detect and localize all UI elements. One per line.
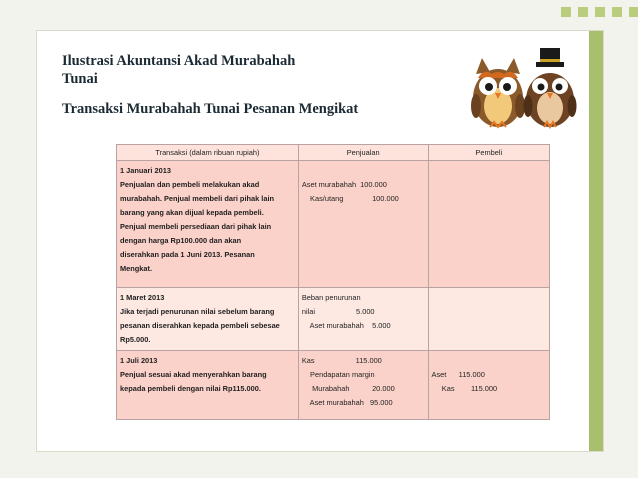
journal-line: Murabahah 20.000 — [301, 384, 395, 393]
journal-line: Kas/utang 100.000 — [301, 194, 399, 203]
header-penjualan: Penjualan — [298, 145, 428, 161]
journal-line: Pendapatan margin — [301, 370, 375, 379]
transaksi-cell — [117, 161, 299, 288]
row-date: 1 Maret 2013 — [120, 293, 165, 302]
journal-line: Aset 115.000 — [431, 370, 485, 379]
header-pembeli: Pembeli — [428, 145, 549, 161]
decor-square — [578, 7, 588, 17]
row-date: 1 Januari 2013 — [120, 166, 171, 175]
transaksi-cell — [117, 351, 299, 420]
table-row — [117, 161, 550, 288]
journal-line: Kas 115.000 — [301, 356, 382, 365]
row-desc-line: kepada pembeli dengan nilai Rp115.000. — [120, 384, 261, 393]
decor-square — [595, 7, 605, 17]
penjualan-cell — [298, 288, 428, 351]
table-row — [117, 351, 550, 420]
header-transaksi: Transaksi (dalam ribuan rupiah) — [117, 145, 299, 161]
journal-line: Aset murabahah 100.000 — [301, 180, 387, 189]
decor-square — [561, 7, 571, 17]
slide-subtitle: Transaksi Murabahah Tunai Pesanan Mengikat — [62, 101, 359, 117]
murabahah-table — [116, 144, 550, 420]
row-desc-line: diserahkan pada 1 Juni 2013. Pesanan — [120, 250, 255, 259]
row-desc-line: Rp5.000. — [120, 335, 151, 344]
pembeli-cell — [428, 288, 549, 351]
right-owl-icon — [524, 48, 577, 127]
journal-line: Aset murabahah 95.000 — [301, 398, 393, 407]
owls-illustration — [470, 48, 578, 130]
pembeli-cell — [428, 161, 549, 288]
left-owl-icon — [471, 58, 525, 127]
table-header-row — [117, 145, 550, 161]
row-desc-line: Mengkat. — [120, 264, 153, 273]
pembeli-cell — [428, 351, 549, 420]
journal-line: Kas 115.000 — [431, 384, 498, 393]
penjualan-cell — [298, 161, 428, 288]
row-desc-line: dengan harga Rp100.000 dan akan — [120, 236, 242, 245]
row-desc-line: barang yang akan dijual kepada pembeli. — [120, 208, 264, 217]
accent-stripe — [589, 31, 603, 451]
row-desc-line: Jika terjadi penurunan nilai sebelum barang — [120, 307, 275, 316]
row-desc-line: Penjual sesuai akad menyerahkan barang — [120, 370, 267, 379]
table-row — [117, 288, 550, 351]
journal-line: Aset murabahah 5.000 — [301, 321, 391, 330]
journal-line: nilai 5.000 — [301, 307, 375, 316]
slide-title-line2: Tunai — [62, 71, 98, 87]
transaksi-cell — [117, 288, 299, 351]
row-desc-line: Penjual membeli persediaan dari pihak lain — [120, 222, 272, 231]
row-desc-line: murabahah. Penjual membeli dari pihak lain — [120, 194, 275, 203]
journal-line: Beban penurunan — [301, 293, 361, 302]
row-desc-line: pesanan diserahkan kepada pembeli sebesae — [120, 321, 280, 330]
decor-square — [629, 7, 638, 17]
row-desc-line: Penjualan dan pembeli melakukan akad — [120, 180, 260, 189]
decor-square — [612, 7, 622, 17]
slide-title-line1: Ilustrasi Akuntansi Akad Murabahah — [62, 53, 296, 69]
row-date: 1 Juli 2013 — [120, 356, 158, 365]
penjualan-cell — [298, 351, 428, 420]
